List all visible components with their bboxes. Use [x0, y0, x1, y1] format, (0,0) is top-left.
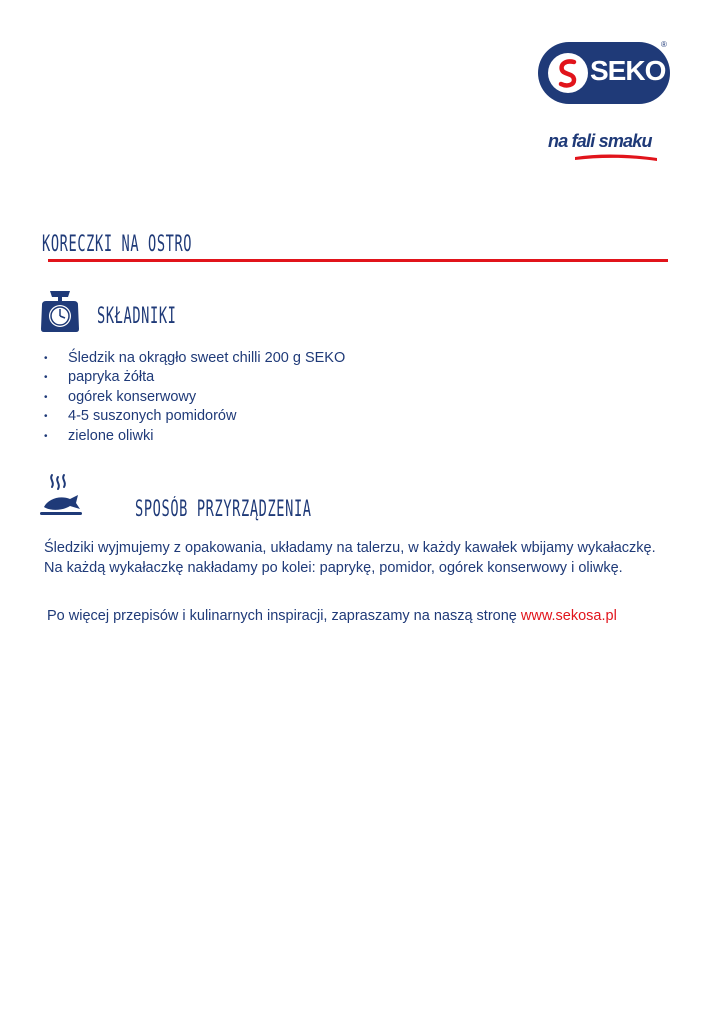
more-recipes-label: Po więcej przepisów i kulinarnych inspiracji, zapraszamy na naszą stronę — [47, 608, 521, 624]
ingredient-text: papryka żółta — [68, 369, 155, 386]
more-recipes-text — [47, 608, 617, 624]
ingredient-text: ogórek konserwowy — [68, 388, 197, 405]
recipe-title: KORECZKI NA OSTRO — [42, 232, 193, 257]
tagline: na fali smaku — [548, 131, 652, 151]
website-link[interactable]: www.sekosa.pl — [520, 608, 617, 624]
ingredient-text: zielone oliwki — [68, 427, 154, 444]
title-divider — [48, 259, 668, 262]
list-item: • papryka żółta — [44, 369, 155, 386]
method-heading: SPOSÓB PRZYRZĄDZENIA — [135, 497, 312, 522]
ingredients-list — [44, 349, 345, 446]
ingredients-heading: SKŁADNIKI — [97, 304, 177, 329]
method-text — [44, 538, 684, 578]
ingredient-text: Śledzik na okrągło sweet chilli 200 g SEKO — [68, 350, 346, 366]
method-line: Na każdą wykałaczkę nakładamy po kolei: paprykę, pomidor, ogórek konserwowy i oliwkę. — [44, 560, 623, 576]
list-item: • zielone oliwki — [44, 427, 154, 444]
fish-s-icon — [548, 53, 588, 93]
ingredient-text: 4-5 suszonych pomidorów — [68, 408, 237, 425]
method-line: Śledziki wyjmujemy z opakowania, układamy na talerzu, w każdy kawałek wbijamy wykałaczkę. — [44, 540, 656, 556]
hot-dish-icon — [38, 473, 84, 519]
seko-logo — [538, 42, 670, 104]
swoosh-icon — [575, 151, 657, 163]
list-item: • Śledzik na okrągło sweet chilli 200 g SEKO — [44, 350, 346, 366]
registered-mark: ® — [661, 40, 667, 49]
logo-emblem — [548, 53, 588, 93]
list-item: • ogórek konserwowy — [44, 388, 197, 405]
logo-text: SEKO — [590, 55, 666, 86]
list-item: • 4-5 suszonych pomidorów — [44, 408, 237, 425]
kitchen-scale-icon — [40, 289, 80, 333]
